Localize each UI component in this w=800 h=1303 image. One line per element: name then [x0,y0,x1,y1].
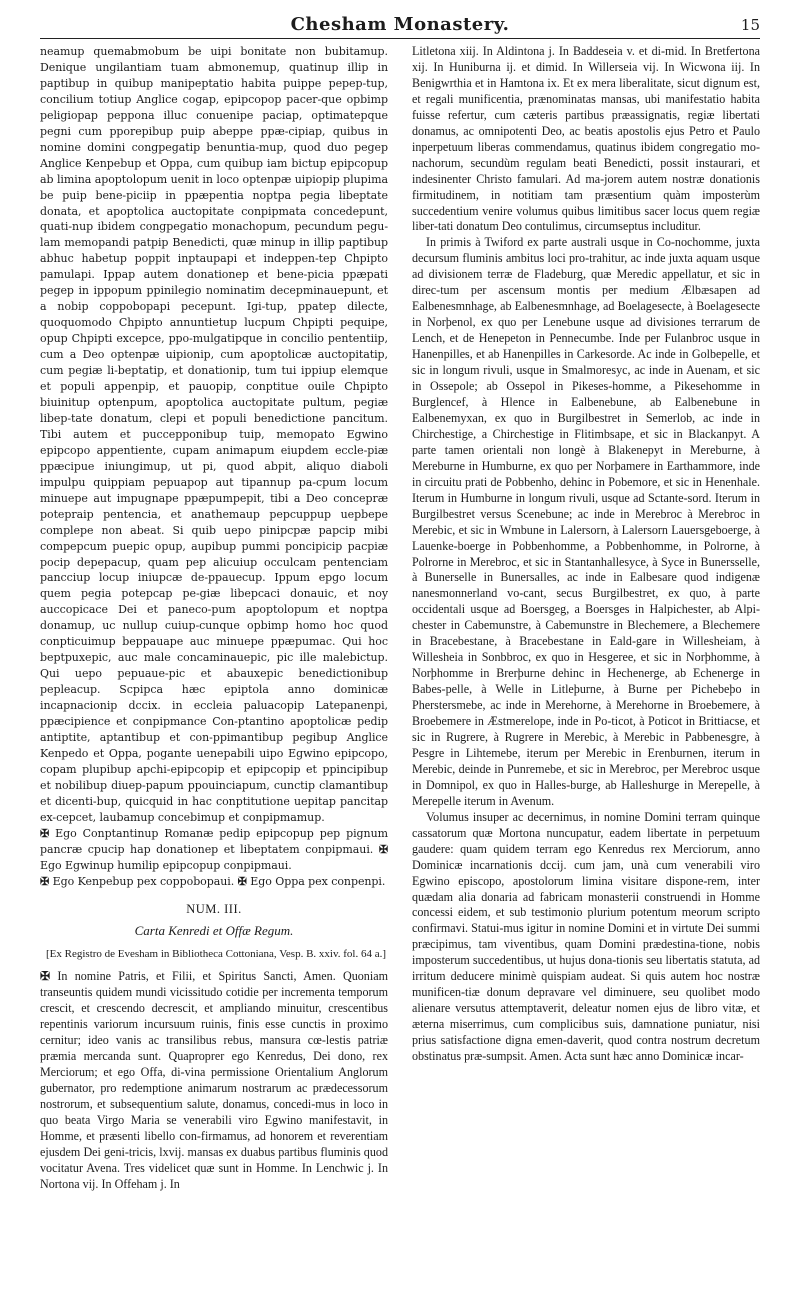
document-subheading: Carta Kenredi et Offæ Regum. [134,923,294,939]
page-header [40,12,760,36]
signature-text: Ego Oppa pex conpenpi. [250,874,386,888]
signature-text: Ego Kenpebup pex coppobopaui. [52,874,235,888]
header-rule [40,38,760,39]
document-heading: NUM. III. [186,901,242,916]
running-title: Chesham Monastery. [290,14,510,35]
signature-line [40,874,388,890]
cross-icon: ✠ [40,826,50,840]
cross-icon: ✠ [40,969,51,984]
signature-text: Ego Conptantinup Romanæ pedip epipcopup pep pignum pancræ cpucip hap donationep et libeptatem conpipmaui. [40,826,388,856]
page-number: 15 [740,16,760,34]
cross-icon: ✠ [40,874,50,888]
cross-icon: ✠ [237,874,247,888]
latin-paragraph: Litletona xiij. In Aldintona j. In Baddeseia v. et di-mid. In Bretfertona xij. In Huniburna ij. et dimid. In Willerseia vij. In Wicwona iij. In Benigwrthia et in Hamtona ix. Et ex mera liberalitate, sicut dignum est, et regali munificentia, prænominatas mansas, ubi manifestatio habita fuisse refertur, cum cæteris partibus præassignatis, regiæ libertati donamus, ac omnipotenti Deo, ac beatis apostolis ejus Petro et Paulo inperpetuum liberas commendamus, quatinus ibidem congregatio mo-nachorum, secundùm regulam beati Benedicti, possit instaurari, et indesinenter Christo famulari. Ad ma-jorem autem nostræ donationis firmitudinem, in notitiam tam præsentium quàm imposterùm succedentium venire volumus quibus limitibus sacer locus quem regiæ liber-tati donatum Deo contulimus, circumseptus includitur. [412,44,760,234]
latin-paragraph: In primis à Twiford ex parte australi usque in Co-nochomme, juxta decursum fluminis ambitus loci pro-trahitur, ac inde juxta aquam usque ad divisionem terræ de Fladeburg, quæ Meredic appellatur, et sic in direc-tum per ascensum montis per medium Ælbæsapen ad Ealbenesmnhage, ab Ealbenesmnhage, ad Boelagesecte, à Boelagesecte in Norþenol, ex quo per Lenebune usque ad divisiones terrarum de Lench, et de Henepeton in Pennecumbe. Inde per Fulanbroc usque in Hanenpilles, et ab Hanenpilles in Carkesorde. Ac inde in Golbepelle, et sic in longum rivuli, usque in Smalmoresyc, ac inde in Auenam, et sic in Ossepole; ab Ossepol in Pikeses-homme, a Pikesehomme in Burglencef, à Hlence in Ealbenebune, ab Ealbenebune in Ealbenemyxan, ex quo in Burgilbestret in Semerlob, ac inde in Chirchestige, a Chirchestige in Flitimbsape, et sic in Blackanpyt. A parte tamen orientali non longè à Blakenepyt in Mereburne, à Mereburne in Humburne, ex quo per Norþamere in Earthammore, inde in circuitu prati de Pobbenho, dehinc in Pobemore, et sic in Henenhale. Iterum in Humburne in longum rivuli, usque ad Sctante-sord. Iterum in Burgilbestret versus Scenebune; ac inde in Merebroc à Merebroc in Merebic, et sic in Wmbune in Lalersorn, à Lalersorn Lauersgeboerge, à Lauenke-boerge in Pobbenhomme, a Pobbenhomme, in Polrorne, à Polrorne in Merebroc, et sic in Stantanhallesyce, à Syce in Bunersselle, à Bunerselle in Bunersalles, ac inde in Ealbesare quod indigenæ nanesmonnerland vo-cant, secus Burgilbestret, ex quo, à parte occidentali usque ad Boersgeg, a Boersges in Halpichester, ab Alpi-chester in Cabemunstre, à Cabemunstre in Blechemere, a Blechemere in Bracebestane, à Bracebestane in Eald-gare in Willesheiam, à Willesheia in Sonbbroc, ex quo in Hesgeree, et sic in Norþhomme, à Norþhomme in Brerþurne dehinc in Hechenerge, ab Echenerge in Babes-pelle, à Welle in Litleþurne, à Burne per Pichebeþo in Pherstersmebe, ac inde in Merehorne, à Merehorne in Broebemere, à Broebemere in Æstmerelope, inde in Po-ticot, à Poticot in Brittiacse, et sic in Rugrere, à Rugrere in Merebic, à Merebic in Pabbenesgre, à Pesgre in Lihtemebe, iterum per Merebic in Erenburnen, iterum in Merebic, deinde in Punremebe, et sic in Merebroc, per Merebroc usque in Domnipol, ex quo in Halles-burge, ab Halleshurge in Merepelle, à Merepelle iterum in Avenum. [412,235,760,808]
signature-line [40,826,388,874]
signature-text: Ego Egwinup humilip epipcopup conpipmaui. [40,858,292,872]
latin-paragraph-text: In nomine Patris, et Filii, et Spiritus Sancti, Amen. Quoniam transeuntis quidem mundi vicissitudo cotidie per incrementa temporum crescit, et crescendo decrescit, et ampliando minuitur, crescentibus repentinis variorum incursuum ruinis, finis esse cunctis in proximo cernitur; ideo vanis ac transilibus rebus, mansura cœ-lestis patriæ præmia mercanda sunt. Quaproprer ego Kenredus, Dei dono, rex Merciorum; et ego Offa, di-vina permissione Orientalium Anglorum gubernator, pro redemptione animarum nostrarum ac prædecessorum nostrorum, et subsequentium salute, donamus, concedi-mus in loco in quo beata Virgo Maria se venerabili viro Egwino manifestavit, in Homme, et præsenti libello con-firmamus, ad honorem et reverentiam ejusdem Dei geni-tricis, lxvij. mansas ex duabus partibus fluminis quod vocitatur Avena. Tres videlicet quæ sunt in Homme. In Lenchwic j. In Nortona vij. In Offeham j. In [40,969,388,1191]
latin-paragraph [40,969,388,1192]
right-column [412,44,760,1294]
cross-icon: ✠ [378,842,388,856]
oldeng-paragraph: neamup quemabmobum be uipi bonitate non bubitamup. Denique ungilantiam tuam abmonemup, quatinup illip in paptibup in quibup manipeptatio habita puippe pepep-tup, concilium totiup Anglice cogap, epipcopop pacer-que opbimp peligiopap peppona illuc conuenipe paciap, optimatepque pegni cum pporepibup puip abeppe ppæ-cipiap, quibus in nomine domini congpegatip benuntia-mup, quod duo pegep Anglice Kenpebup et Oppa, cum quibup iam bictup epipcopup ab limina apoptolopum uenit in loco optenpæ uipiopip plupima be puip bene-piciip in ppæpentia noptpa pegia libeptate donata, et apoptolica auctopitate conpipmata concedepunt, quati-nup ibidem congpegatio monachopum, pecundum pegu-lam memopandi patpip Benedicti, quæ minup in illip paptibup abhuc habetup poppit inptaupapi et indeppen-tep Chpipto pamulapi. Ippap autem donationep et bene-picia ppæpati pegep in ippopum ppinilegio nominatim decepminauepunt, et a nobip coppobopapi pecepunt. Igi-tup, ppatep dilecte, quoquomodo Chpipto annuntietup lucpum Chpipti pequipe, opup Chpipti excepce, ppo-mulgatipque in concilio pententiip, cum a Deo optenpæ uipionip, cum apoptolicæ auctopitatip, cum pegiæ li-beptatip, et donationip, tum tui ippiup elemque et populi appenpip, et pauopip, conptitue ouile Chpipto biuinitup optenpum, apoptolica auctopitate pultum, pegiæ libep-tate donatum, clepi et populi benedictione pancitum. Tibi autem et puccepponibup tuip, memopato Egwino epipcopo appentiente, cupam animapum eiupdem eccle-piæ ppæcipue iniungimup, ut pi, quod abpit, aliquo diaboli impulpu quippiam pepuapop aut tipannup pa-cpum locum minuepe aut impugnape ppæpumpepit, tibi a Deo concepræ potepraip pentencia, et anathemaup pepcuppup uepbepe complepe non abeat. Si quib uepo pinipcpæ papcip mibi compepcum puepic opup, aupibup pummi poncipicip pacpiæ pocip depepacup, quam pep alicuiup occulcam pentenciam pancciup locup iniupcæ de-ppauecup. Ippum epgo locum quem pegia potepcap pe-giæ libepcaci donauic, et noy auccopicace Dei et paneco-pum apoptolopum et noptpa donamup, uc nullup cuiup-cunque opbimp homo hoc quod conpticuimup beppauape auc minuepe ppæpumac. Qui hoc beptpuxepic, auc male concaminauepic, pic ille malebictup. Qui uepo pepuaue-pic et abauxepic benedictionibup pepleacup. Scpipca hæc epiptola anno dominicæ incapnacionip dccix. in eccleia paluacopip Latepanenpi, ppæcipience et conpipmance Con-ptantino apoptolicæ pedip antiptite, aptantibup et con-ppimantibup pegibup Anglice Kenpedo et Oppa, pogante uenepabili uipo Egwino epipcopo, copam plupibup apchi-epipcopip et epipcopip et ppincipibup et nobilibup diuep-papum ppouinciapum, cunctip clamantibup et dicenti-bup, quicquid in hac conptitutione uepitap pancitap ex-cepcet, laubamup concebimup et conpipmamup. [40,45,388,824]
left-column [40,44,388,1294]
latin-paragraph: Volumus insuper ac decernimus, in nomine Domini terram quinque cassatorum quæ Mortona nuncupatur, eadem libertate in perpetuum gaudere: quam quidem terram ego Kenredus rex Merciorum, anno Dominicæ incarnationis dccij. cum jam, unà cum venerabili viro Egwino episcopo, apostolorum limina visitare dispone-rem, inter quædam alia donaria ad fabricam monasterii construendi in Homme concessi eidem, et sub testimonio plurium potentum meorum scripto confirmavi. Statui-mus igitur in nomine Domini et in virtute Dei summi præcipimus, tam viventibus, quam Domini prædestina-tione, nobis imposterum succedentibus, ut hujus dona-tionis seu libertatis statuta, ad irritum deducere minimè quispiam audeat. Si quis autem hoc nostræ munificen-tiæ donum depravare vel diminuere, seu quolibet modo alienare versutus attemptaverit, deleatur nomen ejus de libro vitæ, et æterna miserrimus, cum complicibus suis, damnatione puniatur, nisi prius satisfactione digna emen-daverit, quod contra nostrum decretum obstinatus præ-sumpsit. Amen. Acta sunt hæc anno Dominicæ incar- [412,809,760,1064]
source-note: [Ex Registro de Evesham in Bibliotheca Cottoniana, Vesp. B. xxiv. fol. 64 a.] [46,948,387,961]
